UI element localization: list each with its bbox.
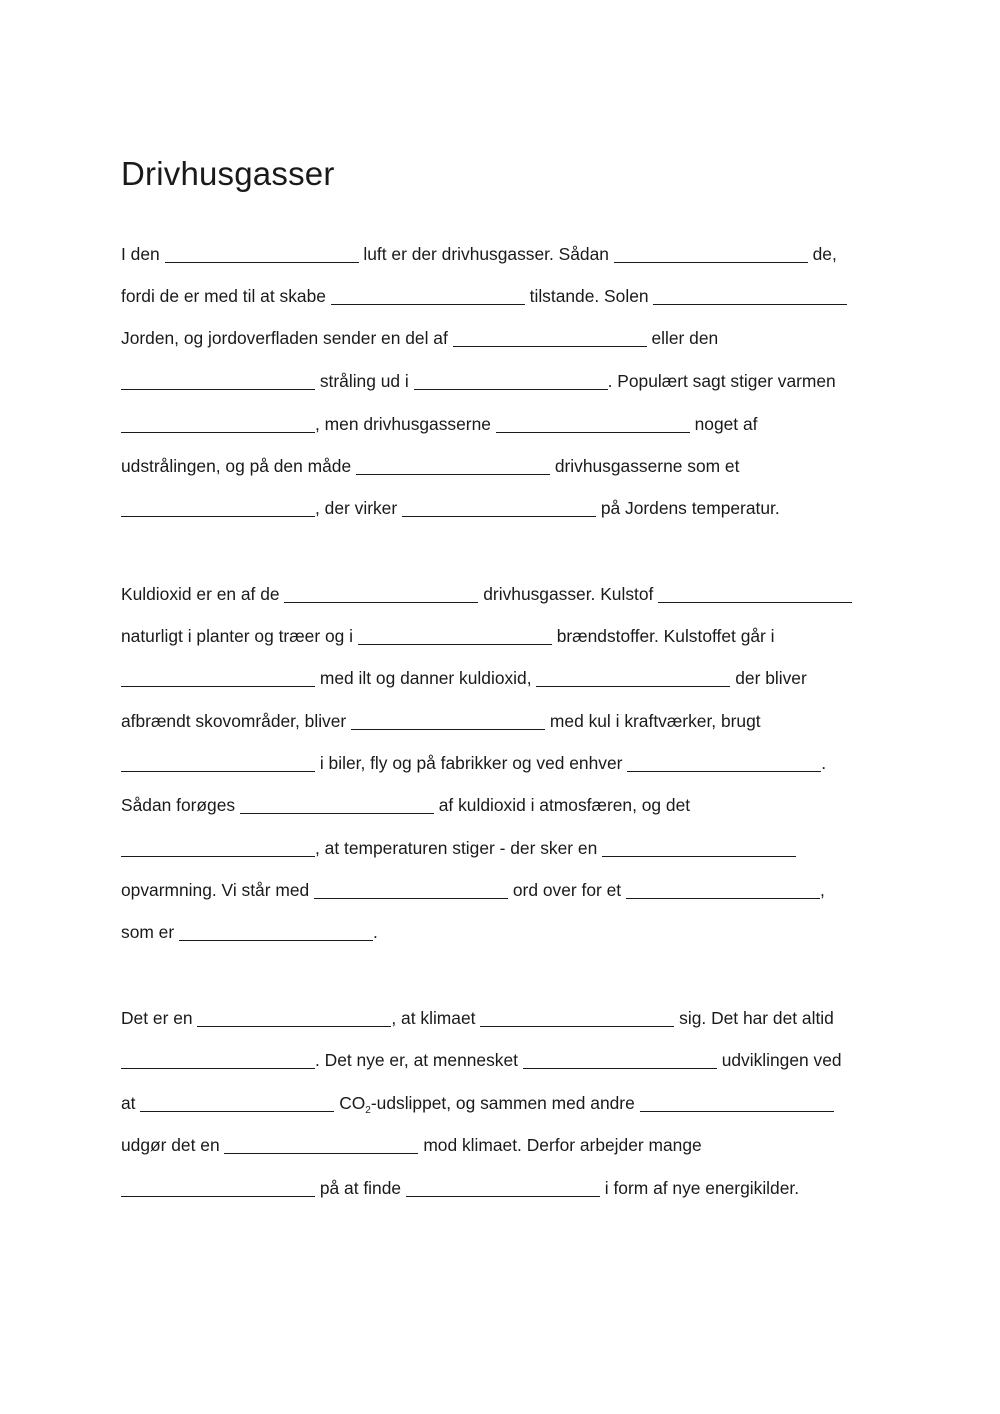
blank-20[interactable] [627,754,821,772]
page-title: Drivhusgasser [121,155,335,192]
text: tilstande. Solen [529,286,649,306]
p2-line-2 [121,625,775,647]
blank-14[interactable] [658,585,852,603]
text: Sådan forøges [121,795,236,815]
blank-10[interactable] [356,457,550,475]
text: CO [339,1093,366,1113]
text: drivhusgasser. Kulstof [483,584,654,604]
text: på Jordens temperatur. [600,498,780,518]
text: med kul i kraftværker, brugt [549,711,761,731]
text: at [121,1093,136,1113]
text: luft er der drivhusgasser. Sådan [363,244,609,264]
text: . Populært sagt stiger varmen [607,371,836,391]
blank-15[interactable] [358,627,552,645]
blank-32[interactable] [640,1094,834,1112]
blank-4[interactable] [653,287,847,305]
blank-35[interactable] [406,1179,600,1197]
blank-34[interactable] [121,1179,315,1197]
blank-17[interactable] [536,669,730,687]
p2-line-3 [121,667,807,689]
text: brændstoffer. Kulstoffet går i [556,626,775,646]
text: på at finde [319,1178,402,1198]
p2-line-5 [121,752,826,774]
p2-line-7 [121,837,796,859]
p1-line-1 [121,243,837,265]
p3-line-4 [121,1134,702,1156]
text: afbrændt skovområder, bliver [121,711,347,731]
p3-line-5 [121,1177,799,1199]
text: ord over for et [512,880,622,900]
text: som er [121,922,175,942]
text: stråling ud i [319,371,409,391]
p1-line-6 [121,455,739,477]
p2-line-9 [121,921,378,943]
blank-3[interactable] [331,287,525,305]
blank-21[interactable] [240,796,434,814]
co2-formula [339,1093,371,1116]
text: fordi de er med til at skabe [121,286,326,306]
p2-line-8 [121,879,825,901]
text: , men drivhusgasserne [315,414,491,434]
p1-line-7 [121,497,780,519]
text: . Det nye er, at mennesket [315,1050,518,1070]
p2-line-6 [121,794,690,816]
blank-1[interactable] [165,245,359,263]
text: Kuldioxid er en af de [121,584,280,604]
text: i biler, fly og på fabrikker og ved enhver [319,753,623,773]
blank-30[interactable] [523,1051,717,1069]
blank-6[interactable] [121,372,315,390]
text: naturligt i planter og træer og i [121,626,353,646]
p3-line-1 [121,1007,834,1029]
text: , [819,880,825,900]
blank-31[interactable] [140,1094,334,1112]
blank-2[interactable] [614,245,808,263]
p1-line-3 [121,327,718,349]
text: mod klimaet. Derfor arbejder mange [423,1135,702,1155]
p2-line-4 [121,710,761,732]
text: i form af nye energikilder. [604,1178,800,1198]
blank-28[interactable] [480,1009,674,1027]
blank-5[interactable] [453,329,647,347]
blank-29[interactable] [121,1051,315,1069]
p3-line-3 [121,1092,834,1114]
blank-11[interactable] [121,499,315,517]
text: eller den [651,328,719,348]
text: drivhusgasserne som et [554,456,740,476]
blank-22[interactable] [121,839,315,857]
p1-line-5 [121,413,757,435]
text: sig. Det har det altid [679,1008,834,1028]
blank-7[interactable] [414,372,608,390]
blank-9[interactable] [496,415,690,433]
subscript: 2 [365,1105,371,1116]
blank-12[interactable] [402,499,596,517]
text: -udslippet, og sammen med andre [370,1093,635,1113]
text: udstrålingen, og på den måde [121,456,352,476]
blank-33[interactable] [224,1136,418,1154]
blank-23[interactable] [602,839,796,857]
text: , der virker [315,498,398,518]
text: Jorden, og jordoverfladen sender en del af [121,328,448,348]
blank-13[interactable] [284,585,478,603]
text: . [373,922,378,942]
blank-25[interactable] [626,881,820,899]
text: der bliver [735,668,807,688]
blank-27[interactable] [197,1009,391,1027]
p2-line-1 [121,583,852,605]
blank-24[interactable] [314,881,508,899]
text: opvarmning. Vi står med [121,880,310,900]
blank-19[interactable] [121,754,315,772]
text: med ilt og danner kuldioxid, [319,668,532,688]
text: I den [121,244,160,264]
text: , at klimaet [391,1008,476,1028]
p1-line-4 [121,370,836,392]
blank-16[interactable] [121,669,315,687]
text: de, [812,244,837,264]
text: udviklingen ved [721,1050,842,1070]
text: af kuldioxid i atmosfæren, og det [438,795,691,815]
text: . [821,753,827,773]
text: udgør det en [121,1135,220,1155]
blank-18[interactable] [351,712,545,730]
p3-line-2 [121,1049,842,1071]
text: noget af [694,414,758,434]
p1-line-2 [121,285,847,307]
blank-8[interactable] [121,415,315,433]
blank-26[interactable] [179,923,373,941]
text: Det er en [121,1008,193,1028]
text: , at temperaturen stiger - der sker en [315,838,598,858]
